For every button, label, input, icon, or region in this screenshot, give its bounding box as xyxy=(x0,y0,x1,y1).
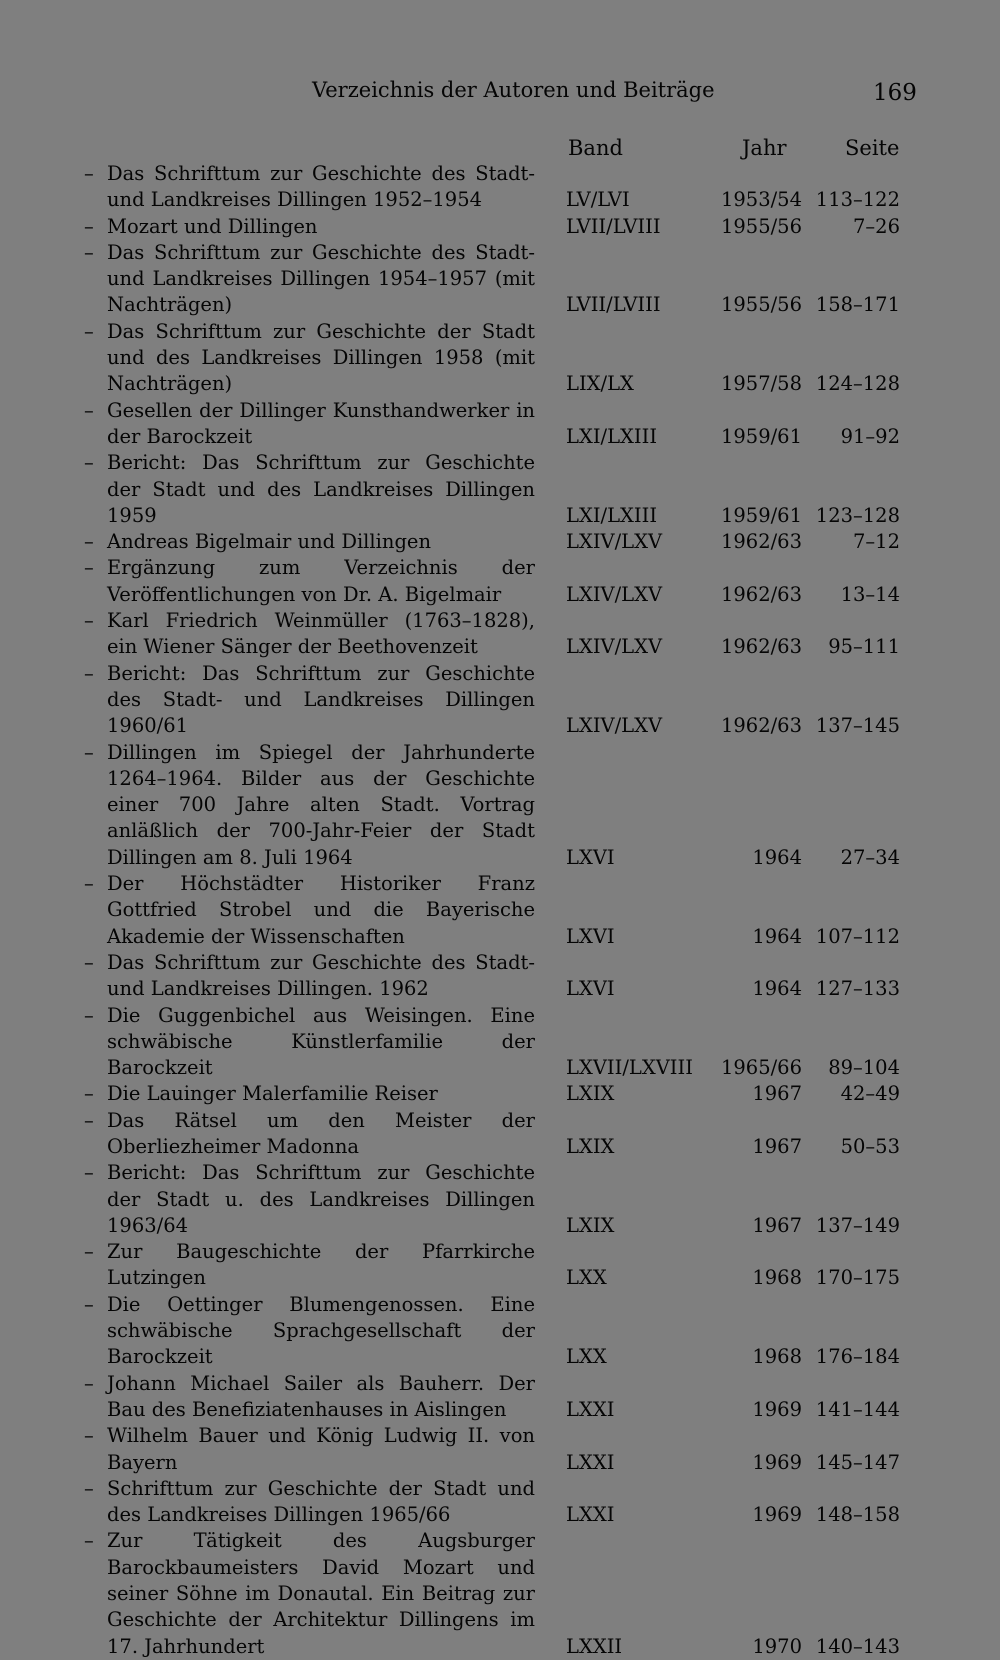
column-header-jahr: Jahr xyxy=(742,136,787,160)
entry-title: Karl Friedrich Weinmüller (1763–1828), ein Wiener Sänger der Beethovenzeit xyxy=(107,609,535,659)
entry-jahr: 1962/63 xyxy=(720,714,802,738)
entry-band: LXXI xyxy=(566,1397,615,1421)
entry-title: Bericht: Das Schrifttum zur Geschichte der Stadt und des Landkreises Dillingen 1959 xyxy=(107,451,535,527)
entry-jahr: 1969 xyxy=(752,1503,802,1527)
entry-title: Die Guggenbichel aus Weisingen. Eine schwäbische Künstlerfamilie der Barockzeit xyxy=(107,1003,535,1080)
entry-jahr: 1965/66 xyxy=(720,1056,802,1080)
entry-title: Dillingen im Spiegel der Jahrhunderte 1264–1964. Bilder aus der Geschichte einer 700 Jahre alten Stadt. Vortrag anläßlich der 700-Jahr-Feier der Stadt Dillingen am 8. Juli 1964 xyxy=(107,740,535,869)
entry-band: LXI/LXIII xyxy=(566,503,658,527)
list-item xyxy=(0,161,1000,214)
entry-jahr: 1955/56 xyxy=(720,214,802,238)
entry-title: Das Schrifttum zur Geschichte der Stadt und des Landkreises Dillingen 1958 (mit Nachträgen) xyxy=(107,319,535,396)
entry-seite: 91–92 xyxy=(840,424,900,448)
entry-seite: 7–12 xyxy=(853,530,900,554)
entry-band: LXX xyxy=(566,1345,607,1369)
entry-band: LXIV/LXV xyxy=(566,582,663,606)
entry-band: LXXI xyxy=(566,1503,615,1527)
entry-jahr: 1970 xyxy=(752,1634,802,1658)
list-item xyxy=(0,1476,1000,1529)
entry-seite: 42–49 xyxy=(840,1082,900,1106)
entry-title: Das Schrifttum zur Geschichte des Stadt- und Landkreises Dillingen. 1962 xyxy=(107,950,535,1001)
list-item xyxy=(0,740,1000,871)
entry-dash: – xyxy=(84,1108,94,1132)
entry-seite: 148–158 xyxy=(815,1503,900,1527)
entry-dash: – xyxy=(84,240,94,264)
entry-title: Bericht: Das Schrifttum zur Geschichte der Stadt u. des Landkreises Dillingen 1963/64 xyxy=(107,1161,535,1237)
list-item xyxy=(0,319,1000,398)
running-title: Verzeichnis der Autoren und Beiträge xyxy=(312,78,715,102)
entry-dash: – xyxy=(84,451,94,475)
entry-dash: – xyxy=(84,1003,94,1027)
entry-jahr: 1968 xyxy=(752,1345,802,1369)
entry-title: Die Lauinger Malerfamilie Reiser xyxy=(107,1082,438,1106)
entry-seite: 113–122 xyxy=(815,188,900,212)
entry-dash: – xyxy=(84,950,94,974)
entry-title: Das Schrifttum zur Geschichte des Stadt- und Landkreises Dillingen 1954–1957 (mit Nachträgen) xyxy=(107,240,535,317)
entry-jahr: 1969 xyxy=(752,1450,802,1474)
list-item xyxy=(0,1108,1000,1161)
entry-band: LXVI xyxy=(566,845,615,869)
entry-band: LXIX xyxy=(566,1134,615,1158)
entry-jahr: 1969 xyxy=(752,1397,802,1421)
entry-title: Bericht: Das Schrifttum zur Geschichte des Stadt- und Landkreises Dillingen 1960/61 xyxy=(107,661,535,738)
entry-dash: – xyxy=(84,1371,94,1395)
entry-jahr: 1968 xyxy=(752,1266,802,1290)
entry-jahr: 1959/61 xyxy=(720,503,802,527)
entry-seite: 137–145 xyxy=(815,714,900,738)
entry-seite: 95–111 xyxy=(828,635,900,659)
entry-dash: – xyxy=(84,609,94,633)
entry-band: LVII/LVIII xyxy=(566,293,661,317)
entry-dash: – xyxy=(84,740,94,764)
entry-dash: – xyxy=(84,1424,94,1448)
page-number: 169 xyxy=(873,80,917,106)
list-item xyxy=(0,1160,1000,1239)
entry-jahr: 1962/63 xyxy=(720,635,802,659)
column-header-band: Band xyxy=(568,136,623,160)
list-item xyxy=(0,1423,1000,1476)
entry-seite: 13–14 xyxy=(840,582,900,606)
entry-title: Zur Tätigkeit des Augsburger Barockbaumeisters David Mozart und seiner Söhne im Donautal. Ein Beitrag zur Geschichte der Architektur Dillingens im 17. Jahrhundert xyxy=(107,1529,535,1658)
list-item xyxy=(0,555,1000,608)
list-item xyxy=(0,214,1000,240)
entry-dash: – xyxy=(84,398,94,422)
entry-jahr: 1967 xyxy=(752,1213,802,1237)
list-item xyxy=(0,450,1000,529)
entry-jahr: 1964 xyxy=(752,977,802,1001)
list-item xyxy=(0,398,1000,451)
entry-band: LXXI xyxy=(566,1450,615,1474)
list-item xyxy=(0,871,1000,950)
entry-dash: – xyxy=(84,319,94,343)
entry-seite: 170–175 xyxy=(815,1266,900,1290)
list-item xyxy=(0,240,1000,319)
entry-jahr: 1967 xyxy=(752,1082,802,1106)
entry-band: LV/LVI xyxy=(566,188,630,212)
entry-band: LXX xyxy=(566,1266,607,1290)
entry-seite: 141–144 xyxy=(815,1397,900,1421)
entry-title: Andreas Bigelmair und Dillingen xyxy=(107,530,432,554)
entry-seite: 27–34 xyxy=(840,845,900,869)
entry-dash: – xyxy=(84,1240,94,1264)
entry-dash: – xyxy=(84,1529,94,1553)
entry-band: LVII/LVIII xyxy=(566,214,661,238)
entry-dash: – xyxy=(84,1292,94,1316)
list-item xyxy=(0,1292,1000,1371)
entry-jahr: 1959/61 xyxy=(720,424,802,448)
entry-jahr: 1964 xyxy=(752,845,802,869)
entry-seite: 137–149 xyxy=(815,1213,900,1237)
entry-title: Das Rätsel um den Meister der Oberliezheimer Madonna xyxy=(107,1108,535,1158)
entry-band: LXIV/LXV xyxy=(566,635,663,659)
entry-title: Mozart und Dillingen xyxy=(107,214,318,238)
entry-seite: 123–128 xyxy=(815,503,900,527)
entry-jahr: 1953/54 xyxy=(720,188,802,212)
entry-title: Das Schrifttum zur Geschichte des Stadt- und Landkreises Dillingen 1952–1954 xyxy=(107,162,535,212)
entry-jahr: 1955/56 xyxy=(720,293,802,317)
entry-jahr: 1964 xyxy=(752,924,802,948)
entry-jahr: 1962/63 xyxy=(720,530,802,554)
entry-dash: – xyxy=(84,556,94,580)
entry-title: Schrifttum zur Geschichte der Stadt und des Landkreises Dillingen 1965/66 xyxy=(107,1476,535,1527)
entry-seite: 145–147 xyxy=(815,1450,900,1474)
list-item xyxy=(0,608,1000,661)
list-item xyxy=(0,661,1000,740)
list-item xyxy=(0,950,1000,1003)
entry-jahr: 1967 xyxy=(752,1134,802,1158)
entry-title: Wilhelm Bauer und König Ludwig II. von Bayern xyxy=(107,1424,535,1474)
entry-band: LXIV/LXV xyxy=(566,530,663,554)
entry-list xyxy=(0,161,1000,1660)
list-item xyxy=(0,1239,1000,1292)
entry-seite: 176–184 xyxy=(815,1345,900,1369)
entry-band: LXVI xyxy=(566,977,615,1001)
entry-jahr: 1962/63 xyxy=(720,582,802,606)
entry-seite: 89–104 xyxy=(828,1056,900,1080)
entry-title: Ergänzung zum Verzeichnis der Veröffentlichungen von Dr. A. Bigelmair xyxy=(107,556,535,606)
list-item xyxy=(0,529,1000,555)
entry-dash: – xyxy=(84,162,94,185)
entry-band: LXXII xyxy=(566,1634,623,1658)
entry-seite: 127–133 xyxy=(815,977,900,1001)
entry-dash: – xyxy=(84,1082,94,1106)
entry-band: LXVII/LXVIII xyxy=(566,1056,693,1080)
entry-seite: 7–26 xyxy=(853,214,900,238)
entry-seite: 107–112 xyxy=(815,924,900,948)
entry-dash: – xyxy=(84,1161,94,1185)
entry-band: LIX/LX xyxy=(566,372,634,396)
running-head xyxy=(0,78,1000,108)
list-item xyxy=(0,1528,1000,1659)
list-item xyxy=(0,1003,1000,1082)
entry-title: Gesellen der Dillinger Kunsthandwerker in der Barockzeit xyxy=(107,398,535,448)
entry-title: Der Höchstädter Historiker Franz Gottfried Strobel und die Bayerische Akademie der Wissenschaften xyxy=(107,872,535,948)
entry-band: LXVI xyxy=(566,924,615,948)
entry-band: LXI/LXIII xyxy=(566,424,658,448)
entry-band: LXIX xyxy=(566,1213,615,1237)
entry-seite: 158–171 xyxy=(815,293,900,317)
column-header-seite: Seite xyxy=(845,136,900,160)
entry-seite: 140–143 xyxy=(815,1634,900,1658)
entry-title: Zur Baugeschichte der Pfarrkirche Lutzingen xyxy=(107,1240,535,1290)
entry-seite: 50–53 xyxy=(840,1134,900,1158)
entry-dash: – xyxy=(84,530,94,554)
entry-title: Die Oettinger Blumengenossen. Eine schwäbische Sprachgesellschaft der Barockzeit xyxy=(107,1292,535,1369)
entry-dash: – xyxy=(84,872,94,896)
entry-title: Johann Michael Sailer als Bauherr. Der Bau des Benefiziatenhauses in Aislingen xyxy=(107,1371,535,1421)
entry-band: LXIX xyxy=(566,1082,615,1106)
entry-dash: – xyxy=(84,661,94,685)
entry-band: LXIV/LXV xyxy=(566,714,663,738)
entry-jahr: 1957/58 xyxy=(720,372,802,396)
list-item xyxy=(0,1081,1000,1107)
entry-seite: 124–128 xyxy=(815,372,900,396)
entry-dash: – xyxy=(84,214,94,238)
list-item xyxy=(0,1371,1000,1424)
entry-dash: – xyxy=(84,1476,94,1500)
